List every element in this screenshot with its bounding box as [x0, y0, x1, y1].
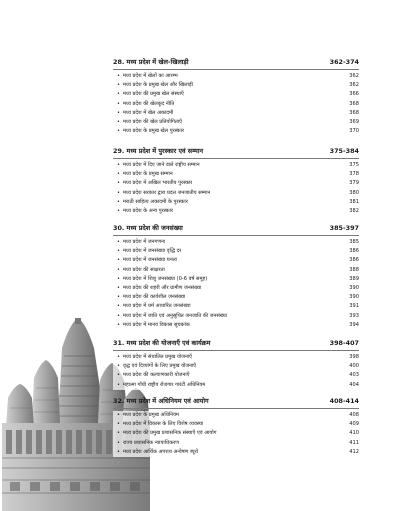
- entry-text: मध्य प्रदेश में जाति एवं अनुसूचित जनजाति की जनसंख्या: [123, 312, 228, 319]
- list-item: • मध्य प्रदेश के प्रमुख खेल और खिलाड़ी 362: [113, 81, 359, 90]
- chapter-title: 30. मध्य प्रदेश की जनसंख्या: [113, 224, 183, 232]
- divider: [113, 158, 359, 159]
- entry-text: मध्य प्रदेश में संचालित प्रमुख योजनाएँ: [123, 354, 192, 360]
- entry-text: मध्य प्रदेश में अखिल भारतीय पुरस्कार: [123, 180, 193, 187]
- entry-page: 380: [349, 189, 359, 196]
- list-item: • महात्मा गाँधी राष्ट्रीय रोजगार गारंटी अधिनियम 404: [113, 381, 359, 390]
- list-item: • मध्य प्रदेश में विकास के लिए विशेष व्यवस्था 409: [113, 420, 359, 429]
- entry-page: 411: [349, 439, 359, 446]
- chapter-page-range: 398-407: [329, 339, 359, 347]
- list-item: • मध्य प्रदेश में खेलों का आरम्भ 362: [113, 72, 359, 81]
- list-item: • मध्य प्रदेश की प्रमुख खेल संस्थाएँ 366: [113, 90, 359, 99]
- entry-page: 386: [349, 257, 359, 264]
- list-item: • मध्य प्रदेश में शिशु जनसंख्या (0-6 वर्ष समूह) 389: [113, 275, 359, 284]
- entry-page: 400: [349, 363, 359, 370]
- chapter-heading: [113, 224, 359, 233]
- list-item: • मध्य प्रदेश के प्रमुख अधिनियम 408: [113, 411, 359, 420]
- entry-page: 393: [349, 312, 359, 319]
- entry-page: 398: [349, 354, 359, 360]
- list-item: • मध्य प्रदेश के प्रमुख खेल पुरस्कार 370: [113, 127, 359, 136]
- entry-text: महात्मा गाँधी राष्ट्रीय रोजगार गारंटी अधिनियम: [123, 381, 206, 388]
- entry-text: मध्य प्रदेश की खेलकूद नीति: [123, 100, 175, 107]
- entry-page: 386: [349, 248, 359, 255]
- entry-page: 410: [349, 430, 359, 437]
- entry-page: 368: [349, 100, 359, 107]
- list-item: • मध्य प्रदेश की साक्षरता 388: [113, 266, 359, 275]
- list-item: • मध्य प्रदेश की कार्यशील जनसंख्या 390: [113, 293, 359, 302]
- entry-text: मध्य प्रदेश के प्रमुख अधिनियम: [123, 412, 179, 418]
- list-item: • मध्य प्रदेश सरकार द्वारा प्रदत्त जनजातीय सम्मान 380: [113, 189, 359, 198]
- chapter-title: 29. मध्य प्रदेश में पुरस्कार एवं सम्मान: [113, 147, 204, 155]
- entry-text: वृद्ध एवं दिव्यांगों के लिए प्रमुख योजनाएँ: [123, 363, 197, 370]
- list-item: • मध्य प्रदेश की खेल प्रतियोगिताएँ 369: [113, 118, 359, 127]
- entry-text: मध्य प्रदेश के प्रमुख सम्मान: [123, 171, 173, 178]
- entry-page: 412: [349, 448, 359, 455]
- entry-text: मध्य प्रदेश के प्रमुख खेल पुरस्कार: [123, 128, 184, 135]
- entry-page: 382: [349, 208, 359, 215]
- list-item: • राज्य प्रशासनिक न्यायाधिकरण 411: [113, 439, 359, 448]
- list-item: • मध्य प्रदेश में जनसंख्या घनत्व 386: [113, 256, 359, 265]
- entry-page: 389: [349, 275, 359, 282]
- list-item: • मध्य प्रदेश की प्रमुख प्रशासनिक संस्थाएँ एवं आयोग 410: [113, 429, 359, 438]
- entry-text: मध्य प्रदेश में जनगणना: [123, 239, 166, 245]
- chapter-heading: [113, 339, 359, 348]
- chapter-page-range: 408-414: [329, 397, 359, 405]
- entry-page: 368: [349, 109, 359, 116]
- entry-text: मध्य प्रदेश में जनसंख्या वृद्धि दर: [123, 248, 182, 255]
- entry-text: मध्य प्रदेश में विकास के लिए विशेष व्यवस्था: [123, 421, 204, 428]
- entry-page: 408: [349, 412, 359, 418]
- entry-page: 388: [349, 266, 359, 273]
- list-item: • मध्य प्रदेश में दिए जाने वाले राष्ट्रीय सम्मान 375: [113, 161, 359, 170]
- entry-text: मध्य प्रदेश में खेलों का आरम्भ: [123, 73, 178, 79]
- chapter-heading: [113, 58, 359, 67]
- list-item: • मध्य प्रदेश की शहरी और ग्रामीण जनसंख्या 390: [113, 284, 359, 293]
- list-item: • मध्य प्रदेश की खेलकूद नीति 368: [113, 100, 359, 109]
- entry-text: मराठी साहित्य अकादमी के पुरस्कार: [123, 198, 188, 205]
- entry-page: 403: [349, 372, 359, 379]
- divider: [113, 69, 359, 70]
- chapter-page-range: 385-397: [329, 224, 359, 232]
- entry-page: 394: [349, 321, 359, 328]
- entry-text: मध्य प्रदेश में धर्म आधारित जनसंख्या: [123, 303, 191, 310]
- entry-page: 362: [349, 73, 359, 79]
- list-item: • मध्य प्रदेश आर्थिक अपराध अन्वेषण ब्यूरो 412: [113, 448, 359, 457]
- list-item: • मध्य प्रदेश की कल्याणकारी योजनाएँ 403: [113, 371, 359, 380]
- entry-page: 375: [349, 162, 359, 168]
- entry-text: मध्य प्रदेश की खेल प्रतियोगिताएँ: [123, 119, 182, 126]
- entry-text: मध्य प्रदेश के प्रमुख खेल और खिलाड़ी: [123, 82, 193, 89]
- list-item: • मध्य प्रदेश में अखिल भारतीय पुरस्कार 379: [113, 179, 359, 188]
- divider: [113, 350, 359, 351]
- list-item: • वृद्ध एवं दिव्यांगों के लिए प्रमुख योजनाएँ 400: [113, 362, 359, 371]
- chapter-30: [113, 224, 359, 330]
- entry-text: मध्य प्रदेश में मानव विकास सूचकांक: [123, 321, 190, 328]
- chapter-28: [113, 58, 359, 136]
- entry-page: 379: [349, 180, 359, 187]
- entry-text: मध्य प्रदेश की कल्याणकारी योजनाएँ: [123, 372, 190, 379]
- entry-page: 385: [349, 239, 359, 245]
- list-item: • मध्य प्रदेश के अन्य पुरस्कार 382: [113, 207, 359, 216]
- entry-text: मध्य प्रदेश आर्थिक अपराध अन्वेषण ब्यूरो: [123, 448, 199, 455]
- entry-text: मध्य प्रदेश सरकार द्वारा प्रदत्त जनजातीय सम्मान: [123, 189, 211, 196]
- list-item: • मध्य प्रदेश में धर्म आधारित जनसंख्या 391: [113, 302, 359, 311]
- entry-text: मध्य प्रदेश में जनसंख्या घनत्व: [123, 257, 177, 264]
- entry-page: 390: [349, 285, 359, 292]
- entry-text: मध्य प्रदेश में खेल अकादमी: [123, 109, 174, 116]
- list-item: • मध्य प्रदेश में खेल अकादमी 368: [113, 109, 359, 118]
- list-item: • मध्य प्रदेश के प्रमुख सम्मान 378: [113, 170, 359, 179]
- chapter-page-range: 375-384: [329, 147, 359, 155]
- divider: [113, 408, 359, 409]
- entry-page: 391: [349, 303, 359, 310]
- entry-page: 362: [349, 82, 359, 89]
- entry-page: 390: [349, 294, 359, 301]
- entry-page: 369: [349, 119, 359, 126]
- entry-text: मध्य प्रदेश की प्रमुख खेल संस्थाएँ: [123, 91, 184, 98]
- chapter-31: [113, 339, 359, 390]
- list-item: • मध्य प्रदेश में जनसंख्या वृद्धि दर 386: [113, 247, 359, 256]
- entry-text: मध्य प्रदेश की साक्षरता: [123, 266, 165, 273]
- list-item: • मराठी साहित्य अकादमी के पुरस्कार 381: [113, 198, 359, 207]
- entry-text: राज्य प्रशासनिक न्यायाधिकरण: [123, 439, 179, 446]
- chapter-29: [113, 147, 359, 216]
- chapter-title: 31. मध्य प्रदेश की योजनाएँ एवं कार्यक्रम: [113, 339, 211, 347]
- chapter-32: [113, 397, 359, 457]
- entry-text: मध्य प्रदेश के अन्य पुरस्कार: [123, 208, 173, 215]
- entry-page: 409: [349, 421, 359, 428]
- chapter-title: 28. मध्य प्रदेश में खेल-खिलाड़ी: [113, 58, 189, 66]
- divider: [113, 235, 359, 236]
- entry-text: मध्य प्रदेश में शिशु जनसंख्या (0-6 वर्ष समूह): [123, 275, 208, 282]
- list-item: • मध्य प्रदेश में संचालित प्रमुख योजनाएँ 398: [113, 353, 359, 362]
- entry-text: मध्य प्रदेश में दिए जाने वाले राष्ट्रीय सम्मान: [123, 162, 200, 168]
- list-item: • मध्य प्रदेश में जाति एवं अनुसूचित जनजाति की जनसंख्या 393: [113, 312, 359, 321]
- list-item: • मध्य प्रदेश में मानव विकास सूचकांक 394: [113, 321, 359, 330]
- chapter-title: 32. मध्य प्रदेश में अधिनियम एवं आयोग: [113, 397, 209, 405]
- chapter-heading: [113, 397, 359, 406]
- entry-page: 381: [349, 198, 359, 205]
- chapter-page-range: 362-374: [329, 58, 359, 66]
- entry-page: 366: [349, 91, 359, 98]
- entry-page: 404: [349, 381, 359, 388]
- entry-text: मध्य प्रदेश की शहरी और ग्रामीण जनसंख्या: [123, 285, 202, 292]
- chapter-heading: [113, 147, 359, 156]
- entry-text: मध्य प्रदेश की प्रमुख प्रशासनिक संस्थाएँ एवं आयोग: [123, 430, 217, 437]
- entry-text: मध्य प्रदेश की कार्यशील जनसंख्या: [123, 294, 186, 301]
- entry-page: 370: [349, 128, 359, 135]
- entry-page: 378: [349, 171, 359, 178]
- list-item: • मध्य प्रदेश में जनगणना 385: [113, 238, 359, 247]
